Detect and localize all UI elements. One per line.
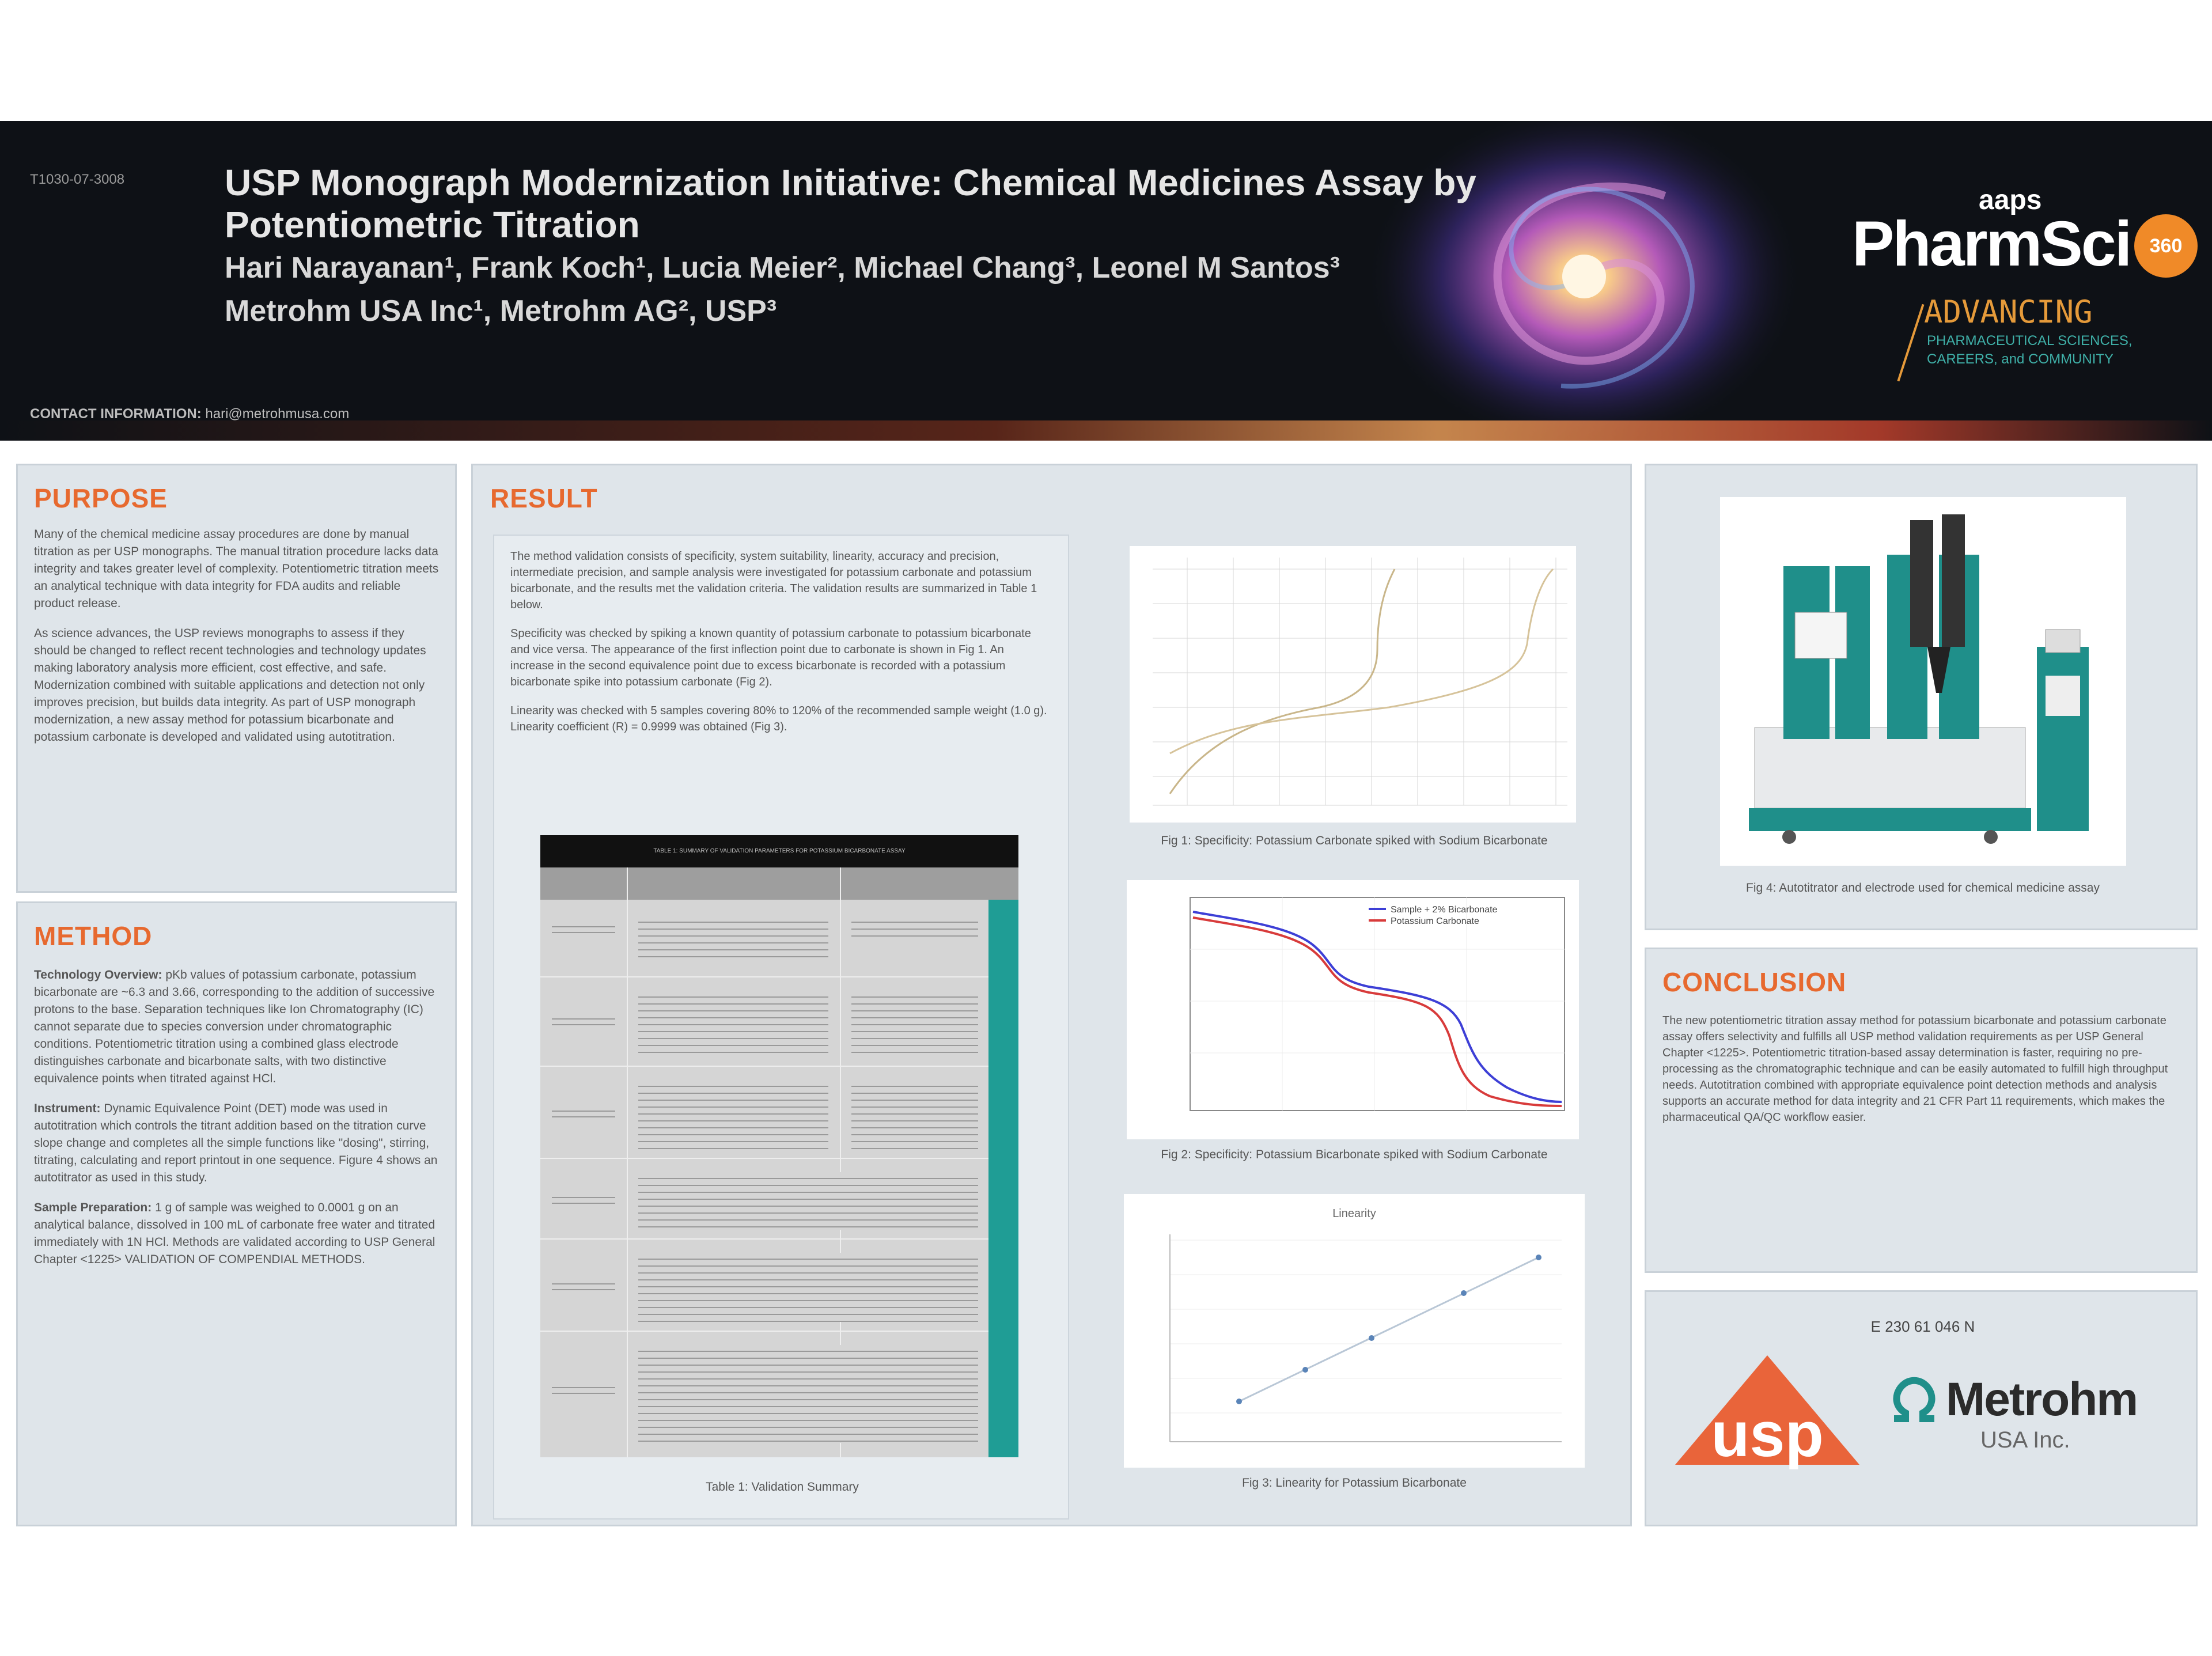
result-heading: RESULT: [490, 483, 598, 513]
fig4-caption: Fig 4: Autotitrator and electrode used for chemical medicine assay: [1746, 881, 2100, 895]
fig1-plot: [1130, 546, 1576, 823]
method-para-3: Sample Preparation: 1 g of sample was weighed to 0.0001 g on an analytical balance, dissolved in 100 mL of carbonate free water and titrated immediately with 1N HCl. Methods are validated according to USP General Chapter <1225> VALIDATION OF COMPENDIAL METHODS.: [34, 1201, 435, 1266]
table-row-divider: [540, 1331, 988, 1332]
banner-flare: [0, 420, 2212, 441]
table-row-divider: [540, 976, 988, 977]
fig1-caption: Fig 1: Specificity: Potassium Carbonate spiked with Sodium Bicarbonate: [1161, 834, 1548, 847]
table-title: TABLE 1: SUMMARY OF VALIDATION PARAMETERS FOR POTASSIUM BICARBONATE ASSAY: [540, 835, 1018, 867]
authors: Hari Narayanan¹, Frank Koch¹, Lucia Meier², Michael Chang³, Leonel M Santos³: [225, 251, 1340, 285]
fig3-point: [1461, 1290, 1467, 1296]
table-status-column: [988, 900, 1018, 1457]
pharmsci-label: PharmSci: [1852, 209, 2131, 279]
method-panel: [16, 901, 457, 1526]
metrohm-omega-icon: [1888, 1373, 1940, 1424]
fig1-curve-2: [1170, 569, 1553, 753]
header-banner: [0, 121, 2212, 441]
metrohm-label: Metrohm: [1946, 1373, 2138, 1426]
fig2-titration-curve: [1127, 880, 1579, 1139]
fig3-fit-line: [1239, 1257, 1539, 1401]
logos-panel: [1645, 1290, 2198, 1526]
autotitrator-illustration: [1720, 497, 2126, 866]
purpose-para-2: As science advances, the USP reviews monographs to assess if they should be changed to reflect recent technologies and technology updates making laboratory analysis more efficient, cost effective, and safe. Modernization combined with suitable applications and detection not only improves precision, but builds data integrity. As part of USP monograph modernization, a new assay method for potassium bicarbonate and potassium carbonate is developed and validated using autotitration.: [34, 627, 426, 744]
purpose-body: [34, 526, 443, 759]
result-para-3: Linearity was checked with 5 samples covering 80% to 120% of the recommended sample weight (1.0 g). Linearity coefficient (R) = 0.9999 was obtained (Fig 3).: [510, 704, 1047, 733]
method-lead-3: Sample Preparation:: [34, 1201, 152, 1214]
method-para-2: Instrument: Dynamic Equivalence Point (DET) mode was used in autotitration which controls the titrant addition based on the titration curve slope change and completes all the simple functions like "dosing", stirring, titrating, calculating and report printout in one sequence. Figure 4 shows an autotitrator as used in this study.: [34, 1102, 438, 1184]
autotitrator-image: [1720, 497, 2126, 866]
fig3-point: [1302, 1367, 1308, 1373]
fig2-legend-1: Sample + 2% Bicarbonate: [1391, 905, 1498, 915]
fig3-plot: [1124, 1194, 1585, 1468]
purpose-para-1: Many of the chemical medicine assay procedures are done by manual titration as per USP monographs. The manual titration procedure lacks data integrity and takes greater level of complexity. Potentiometric titration meets an analytical technique with data integrity for FDA audits and reliable product release.: [34, 528, 439, 610]
table-caption: Table 1: Validation Summary: [706, 1480, 859, 1494]
method-para-1: Technology Overview: pKb values of potassium carbonate, potassium bicarbonate are ~6.3 and 3.66, corresponding to the addition of successive protons to the base. Separation techniques like Ion Chromatography (IC) cannot separate due to species conversion under chromatographic conditions. Potentiometric titration using a combined glass electrode distinguishes carbonate and bicarbonate salts, with two distinctive equivalence points when titrated against HCl.: [34, 968, 435, 1085]
fig1-curve-1: [1170, 569, 1395, 794]
conclusion-panel: [1645, 948, 2198, 1273]
tagline-1: PHARMACEUTICAL SCIENCES,: [1927, 333, 2133, 348]
table-header-row: [540, 867, 1018, 900]
fig3-caption: Fig 3: Linearity for Potassium Bicarbonate: [1242, 1476, 1467, 1490]
tagline-2: CAREERS, and COMMUNITY: [1927, 351, 2114, 367]
logo-stroke: [1897, 304, 1924, 381]
table-row-divider: [540, 1238, 988, 1240]
fig3-title: Linearity: [1332, 1207, 1376, 1220]
result-para-2: Specificity was checked by spiking a known quantity of potassium carbonate to potassium bicarbonate and vice versa. The appearance of the first inflection point due to carbonate is shown in Fig 1. An increase in the second equivalence point due to excess bicarbonate is recorded with a potassium bicarbonate spike into potassium carbonate (Fig 2).: [510, 627, 1031, 688]
poster-code: E 230 61 046 N: [1870, 1318, 1975, 1335]
result-text-box: [493, 535, 1069, 1519]
advancing-label: ADVANCING: [1924, 294, 2093, 330]
pharmsci-logo: [1852, 184, 2198, 392]
fig3-point: [1369, 1335, 1374, 1341]
contact-email[interactable]: hari@metrohmusa.com: [205, 406, 350, 422]
conclusion-body: The new potentiometric titration assay method for potassium bicarbonate and potassium carbonate assay offers selectivity and fulfills all USP method validation requirements as per USP General Chapter <1225>. Potentiometric titration-based assay determination is faster, requiring no pre-processing as the chromatographic technique and can be easily automated to fulfill high throughput needs. Autotitration combined with appropriate equivalence point detection methods and analysis supports an accurate method for data integrity and 21 CFR Part 11 requirements, which makes the pharmaceutical QA/QC workflow easier.: [1662, 1014, 2168, 1124]
poster-title-line1: USP Monograph Modernization Initiative: Chemical Medicines Assay by: [225, 162, 1476, 203]
usp-logo-text: usp: [1711, 1399, 1824, 1470]
purpose-heading: PURPOSE: [34, 483, 168, 513]
contact-info: [30, 406, 349, 422]
fig2-legend-2: Potassium Carbonate: [1391, 916, 1479, 926]
fig3-point: [1536, 1255, 1541, 1260]
method-lead-1: Technology Overview:: [34, 968, 162, 982]
purpose-panel: [16, 464, 457, 893]
poster-title-line2: Potentiometric Titration: [225, 204, 640, 245]
conclusion-heading: CONCLUSION: [1662, 967, 1847, 997]
poster-id: T1030-07-3008: [30, 172, 125, 187]
result-panel: [471, 464, 1632, 1526]
affiliations: Metrohm USA Inc¹, Metrohm AG², USP³: [225, 294, 777, 328]
table-row-divider: [540, 1158, 988, 1159]
method-lead-2: Instrument:: [34, 1102, 101, 1115]
table-row-divider: [540, 1066, 988, 1067]
metrohm-sub: USA Inc.: [1980, 1427, 2070, 1453]
fig3-linearity: [1124, 1194, 1585, 1468]
result-body: [510, 548, 1049, 748]
fig4-panel: [1645, 464, 2198, 930]
fig1-titration-curve: [1130, 546, 1576, 823]
fig3-point: [1236, 1399, 1242, 1404]
usp-logo: [1669, 1350, 1865, 1471]
contact-label: CONTACT INFORMATION:: [30, 406, 202, 422]
fig2-plot: [1127, 880, 1579, 1139]
badge-360: 360: [2134, 214, 2198, 278]
method-body: [34, 967, 443, 1281]
aaps-label: aaps: [1979, 185, 2042, 215]
fig2-caption: Fig 2: Specificity: Potassium Bicarbonate spiked with Sodium Carbonate: [1161, 1148, 1548, 1161]
result-para-1: The method validation consists of specificity, system suitability, linearity, accuracy and precision, intermediate precision, and sample analysis were investigated for potassium carbonate and potassium bicarbonate, and the results met the validation criteria. The validation results are summarized in Table 1 below.: [510, 550, 1037, 611]
method-heading: METHOD: [34, 921, 153, 951]
validation-table: [540, 835, 1018, 1457]
